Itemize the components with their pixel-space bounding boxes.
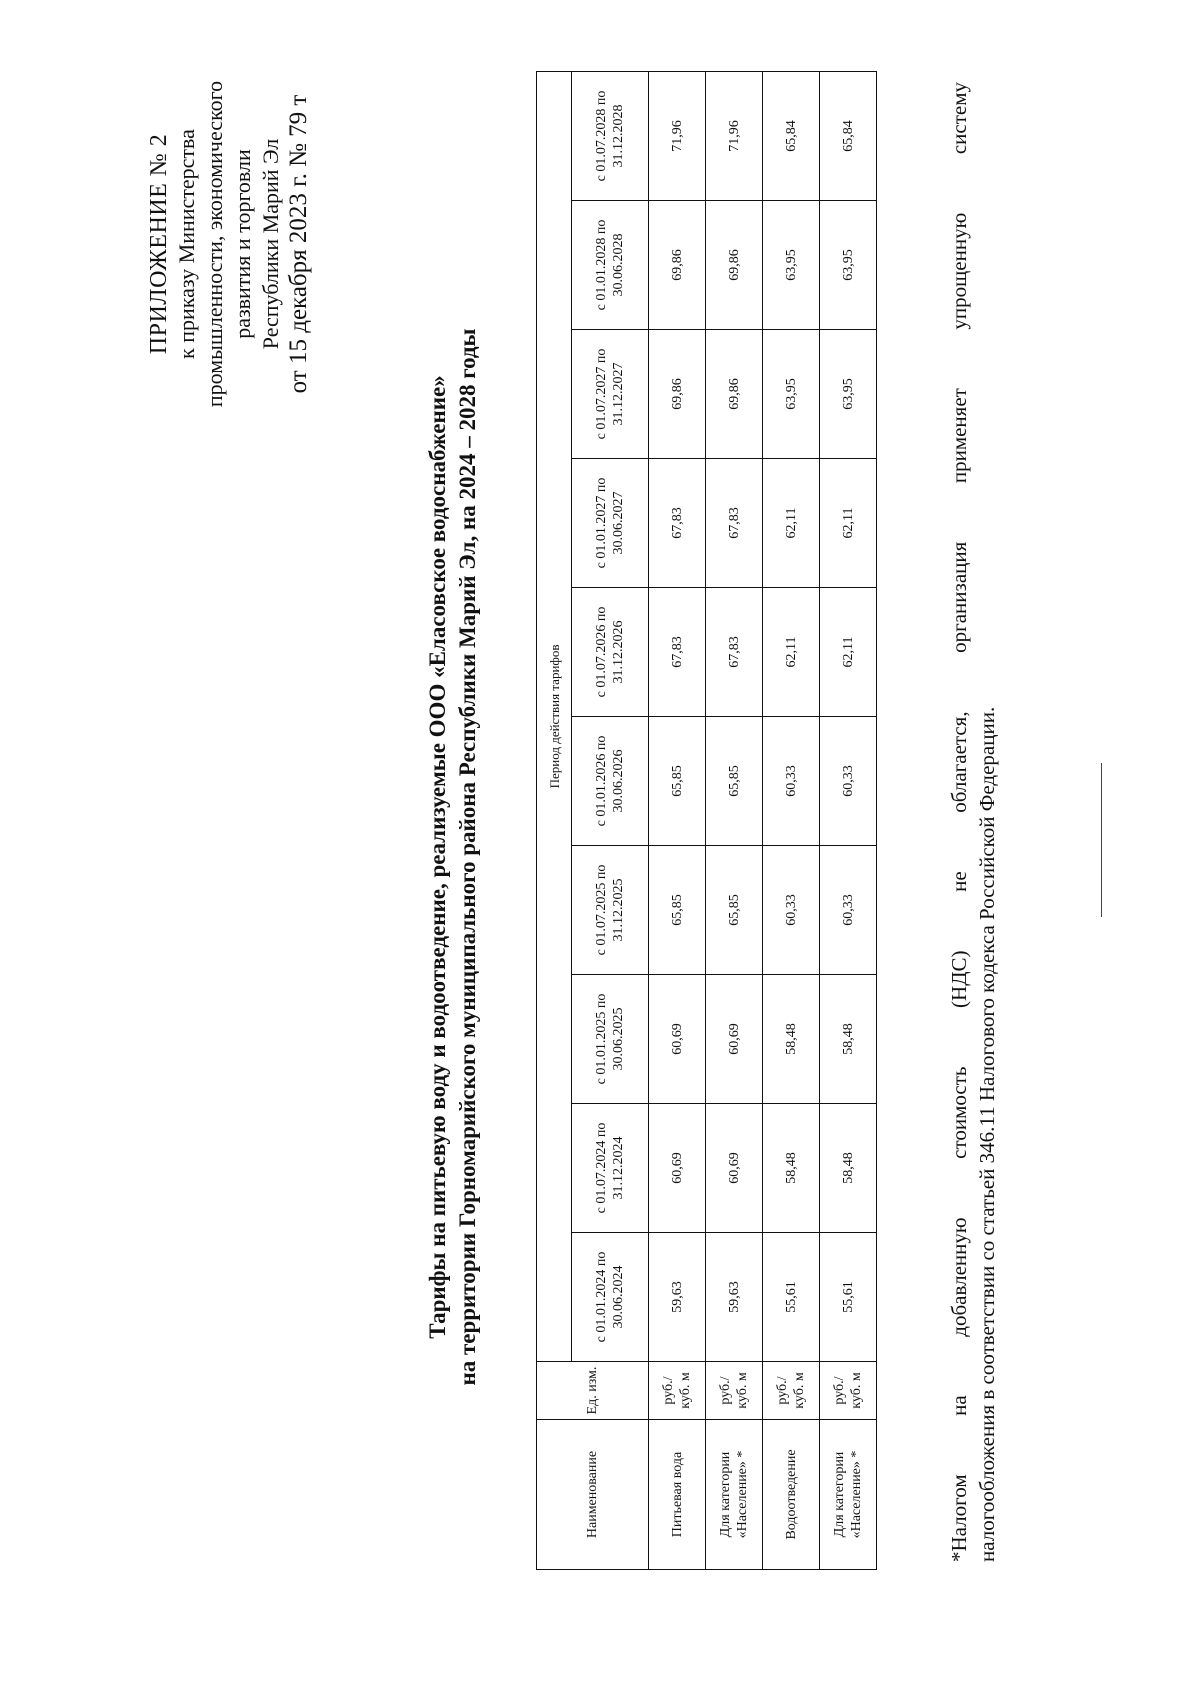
- row-unit-cell: руб./ куб. м: [706, 1362, 763, 1420]
- header-unit: Ед. изм.: [537, 1362, 649, 1420]
- tariff-value-cell: 60,33: [820, 717, 877, 846]
- tariff-value-cell: 65,84: [820, 71, 877, 200]
- tariff-value-cell: 67,83: [649, 459, 706, 588]
- table-body: [649, 71, 877, 1569]
- tariff-value-cell: 60,33: [763, 717, 820, 846]
- tariff-value-cell: 69,86: [706, 201, 763, 330]
- tariff-value-cell: 58,48: [763, 975, 820, 1104]
- header-period: Период действия тарифов: [537, 71, 572, 1361]
- row-unit-cell: руб./ куб. м: [649, 1362, 706, 1420]
- row-name-cell: Для категории «Население» *: [820, 1420, 877, 1570]
- row-name-cell: Питьевая вода: [649, 1420, 706, 1570]
- period-header-cell: с 01.01.2024 по 30.06.2024: [572, 1233, 649, 1362]
- tariff-value-cell: 69,86: [649, 330, 706, 459]
- tariff-value-cell: 62,11: [763, 459, 820, 588]
- tariff-value-cell: 63,95: [820, 201, 877, 330]
- period-header-cell: с 01.07.2028 по 31.12.2028: [572, 71, 649, 200]
- title-line: Тарифы на питьевую воду и водоотведение, реализуемые ООО «Еласовское водоснабжение»: [425, 375, 450, 1339]
- period-header-cell: с 01.07.2026 по 31.12.2026: [572, 588, 649, 717]
- tariff-value-cell: 65,85: [649, 846, 706, 975]
- appendix-line: развития и торговли: [230, 149, 255, 339]
- row-name-cell: Водоотведение: [763, 1420, 820, 1570]
- tariff-value-cell: 60,33: [763, 846, 820, 975]
- appendix-block: [145, 74, 313, 414]
- tariff-value-cell: 60,33: [820, 846, 877, 975]
- footnote: [945, 82, 1001, 1562]
- period-header-cell: с 01.07.2025 по 31.12.2025: [572, 846, 649, 975]
- tariff-value-cell: 62,11: [820, 459, 877, 588]
- tariff-value-cell: 65,84: [763, 71, 820, 200]
- period-header-cell: с 01.07.2027 по 31.12.2027: [572, 330, 649, 459]
- tariff-value-cell: 55,61: [763, 1233, 820, 1362]
- tariff-value-cell: 71,96: [649, 71, 706, 200]
- period-header-row: [572, 71, 649, 1569]
- tariff-value-cell: 60,69: [649, 1104, 706, 1233]
- separator-line: [1101, 763, 1102, 917]
- tariff-value-cell: 67,83: [706, 588, 763, 717]
- title-line: на территории Горномарийского муниципального района Республики Марий Эл, на 2024 – 2028 годы: [455, 328, 480, 1386]
- row-name-cell: Для категории «Население» *: [706, 1420, 763, 1570]
- table-row: [763, 71, 820, 1569]
- tariff-value-cell: 60,69: [649, 975, 706, 1104]
- tariff-value-cell: 58,48: [820, 1104, 877, 1233]
- tariff-value-cell: 67,83: [706, 459, 763, 588]
- appendix-line: к приказу Министерства: [174, 129, 199, 359]
- footnote-line: налогообложения в соответствии со статьей 346.11 Налогового кодекса Российской Федерации.: [975, 706, 999, 1562]
- tariff-value-cell: 63,95: [763, 330, 820, 459]
- table-row: [706, 71, 763, 1569]
- tariff-value-cell: 60,69: [706, 975, 763, 1104]
- appendix-title: ПРИЛОЖЕНИЕ № 2: [146, 133, 172, 355]
- tariff-value-cell: 65,85: [649, 717, 706, 846]
- tariff-value-cell: 58,48: [820, 975, 877, 1104]
- table-row: [649, 71, 706, 1569]
- period-header-cell: с 01.01.2025 по 30.06.2025: [572, 975, 649, 1104]
- tariff-value-cell: 71,96: [706, 71, 763, 200]
- tariff-value-cell: 58,48: [763, 1104, 820, 1233]
- tariff-value-cell: 69,86: [706, 330, 763, 459]
- tariff-value-cell: 60,69: [706, 1104, 763, 1233]
- appendix-date: от 15 декабря 2023 г. № 79 т: [285, 94, 312, 394]
- footnote-line: *Налогом на добавленную стоимость (НДС) не облагается, организация применяет упрощенную систему: [947, 82, 971, 1562]
- header-name: Наименование: [537, 1420, 649, 1570]
- tariff-value-cell: 62,11: [820, 588, 877, 717]
- tariff-value-cell: 67,83: [649, 588, 706, 717]
- tariff-value-cell: 59,63: [706, 1233, 763, 1362]
- tariff-value-cell: 65,85: [706, 717, 763, 846]
- tariff-value-cell: 55,61: [820, 1233, 877, 1362]
- row-unit-cell: руб./ куб. м: [763, 1362, 820, 1420]
- tariff-value-cell: 62,11: [763, 588, 820, 717]
- tariff-value-cell: 69,86: [649, 201, 706, 330]
- period-header-cell: с 01.01.2026 по 30.06.2026: [572, 717, 649, 846]
- period-header-cell: с 01.01.2027 по 30.06.2027: [572, 459, 649, 588]
- period-header-cell: с 01.01.2028 по 30.06.2028: [572, 201, 649, 330]
- appendix-line: промышленности, экономического: [202, 80, 227, 408]
- tariff-value-cell: 65,85: [706, 846, 763, 975]
- document-title: [423, 157, 483, 1557]
- tariff-value-cell: 63,95: [820, 330, 877, 459]
- appendix-line: Республики Марий Эл: [258, 138, 283, 350]
- row-unit-cell: руб./ куб. м: [820, 1362, 877, 1420]
- tariff-table: [536, 71, 877, 1570]
- tariff-value-cell: 59,63: [649, 1233, 706, 1362]
- table-row: [820, 71, 877, 1569]
- period-header-cell: с 01.07.2024 по 31.12.2024: [572, 1104, 649, 1233]
- tariff-value-cell: 63,95: [763, 201, 820, 330]
